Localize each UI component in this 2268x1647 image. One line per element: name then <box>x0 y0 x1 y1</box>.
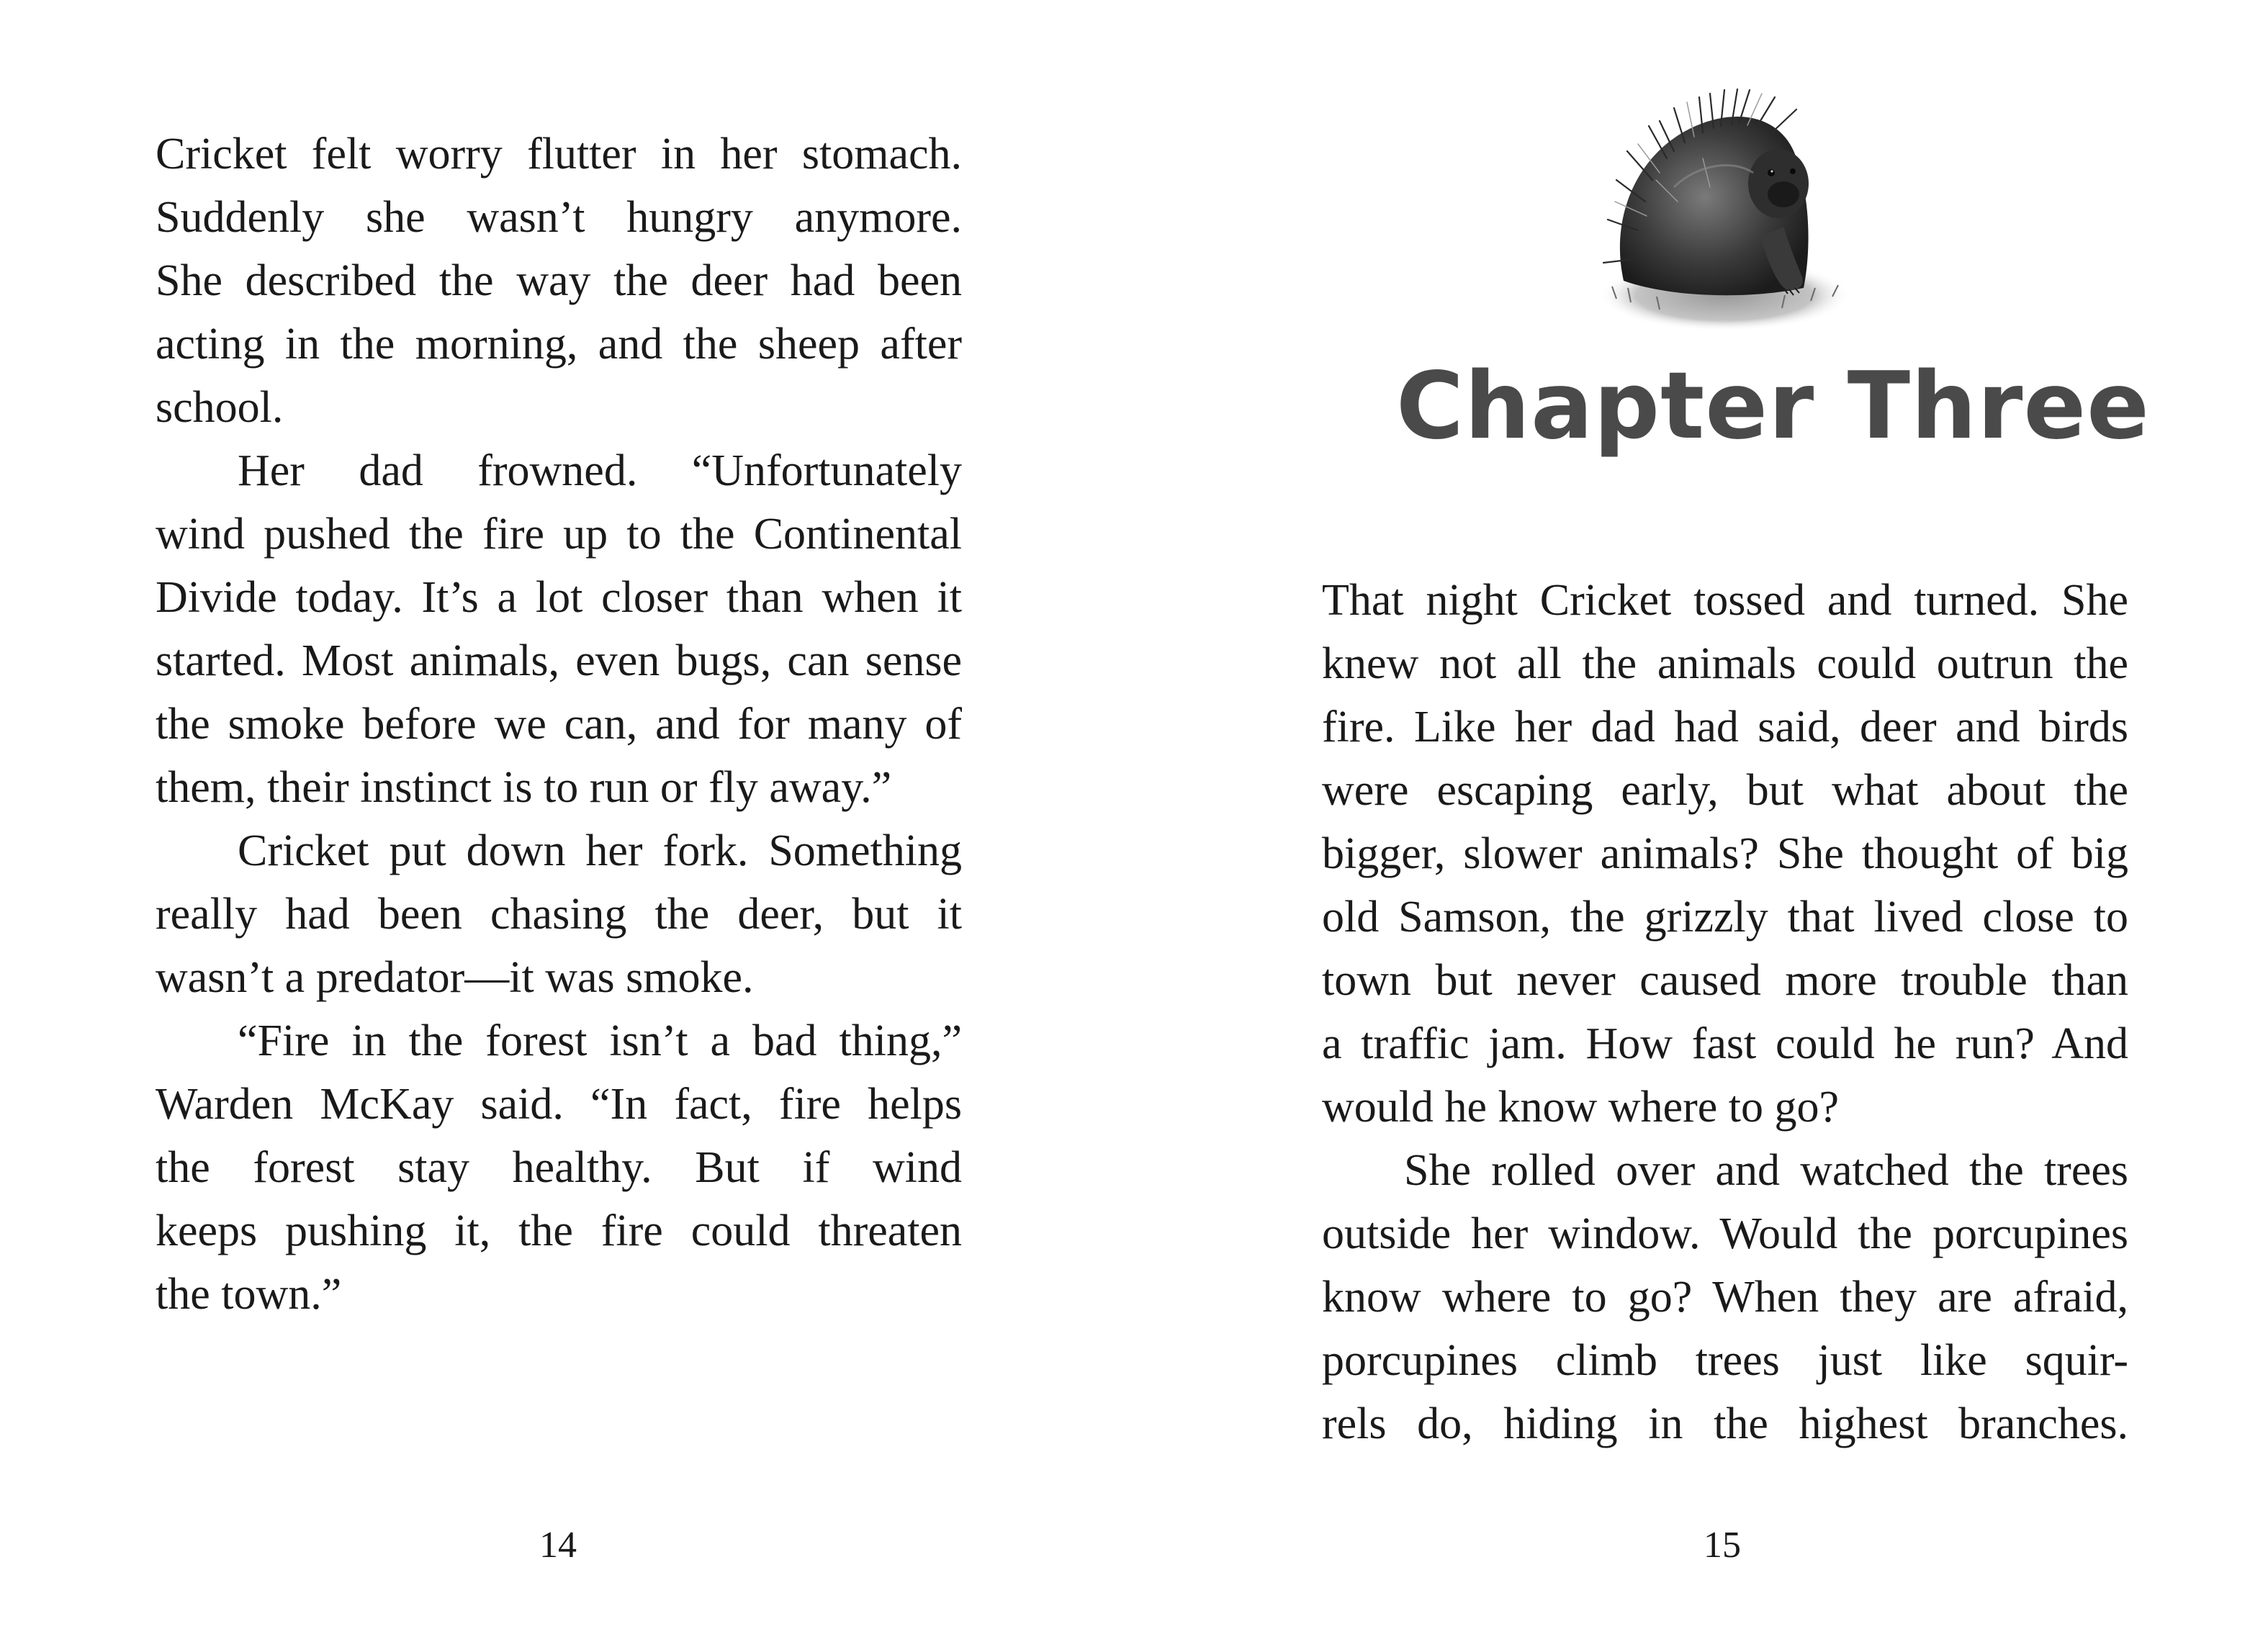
text-line: Divide today. It’s a lot closer than when it <box>156 573 962 622</box>
chapter-title: Chapter Three <box>1396 353 2150 460</box>
text-line: She rolled over and watched the trees <box>1404 1146 2128 1195</box>
text-line: were escaping early, but what about the <box>1322 766 2128 815</box>
text-line: the forest stay healthy. But if wind <box>156 1143 962 1192</box>
text-line: wind pushed the fire up to the Continental <box>156 510 962 559</box>
page-number: 14 <box>539 1525 577 1566</box>
text-line: old Samson, the grizzly that lived close to <box>1322 893 2128 942</box>
text-line: fire. Like her dad had said, deer and birds <box>1322 703 2128 752</box>
text-line: would he know where to go? <box>1322 1083 1839 1132</box>
text-line: “Fire in the forest isn’t a bad thing,” <box>238 1016 962 1065</box>
text-line: wasn’t a predator—it was smoke. <box>156 953 754 1002</box>
text-line: rels do, hiding in the highest branches. <box>1322 1399 2128 1448</box>
text-line: knew not all the animals could outrun the <box>1322 639 2128 688</box>
text-line: Suddenly she wasn’t hungry anymore. <box>156 193 962 242</box>
text-line: town but never caused more trouble than <box>1322 956 2128 1005</box>
text-line: Cricket felt worry flutter in her stomach. <box>156 130 962 179</box>
text-line: Her dad frowned. “Unfortunately <box>238 446 962 495</box>
text-line: porcupines climb trees just like squir- <box>1322 1336 2128 1385</box>
text-line: school. <box>156 383 284 432</box>
right-page <box>1134 0 2268 1647</box>
text-line: know where to go? When they are afraid, <box>1322 1273 2128 1322</box>
text-line: Cricket put down her fork. Something <box>238 826 962 875</box>
text-line: the town.” <box>156 1270 342 1319</box>
text-line: Warden McKay said. “In fact, fire helps <box>156 1080 962 1129</box>
left-page-text <box>156 122 962 1326</box>
text-line: started. Most animals, even bugs, can sense <box>156 636 962 685</box>
text-line: She described the way the deer had been <box>156 256 962 305</box>
right-page-text <box>1322 569 2128 1456</box>
text-line: really had been chasing the deer, but it <box>156 890 962 939</box>
text-line: bigger, slower animals? She thought of big <box>1322 829 2128 878</box>
text-line: the smoke before we can, and for many of <box>156 700 962 749</box>
porcupine-illustration <box>1595 58 1861 346</box>
text-line: outside her window. Would the porcupines <box>1322 1209 2128 1258</box>
text-line: keeps pushing it, the fire could threaten <box>156 1206 962 1255</box>
page-number: 15 <box>1704 1525 1741 1566</box>
text-line: That night Cricket tossed and turned. She <box>1322 576 2128 625</box>
text-line: them, their instinct is to run or fly away.” <box>156 763 892 812</box>
text-line: acting in the morning, and the sheep after <box>156 320 962 369</box>
text-line: a traffic jam. How fast could he run? And <box>1322 1019 2128 1068</box>
